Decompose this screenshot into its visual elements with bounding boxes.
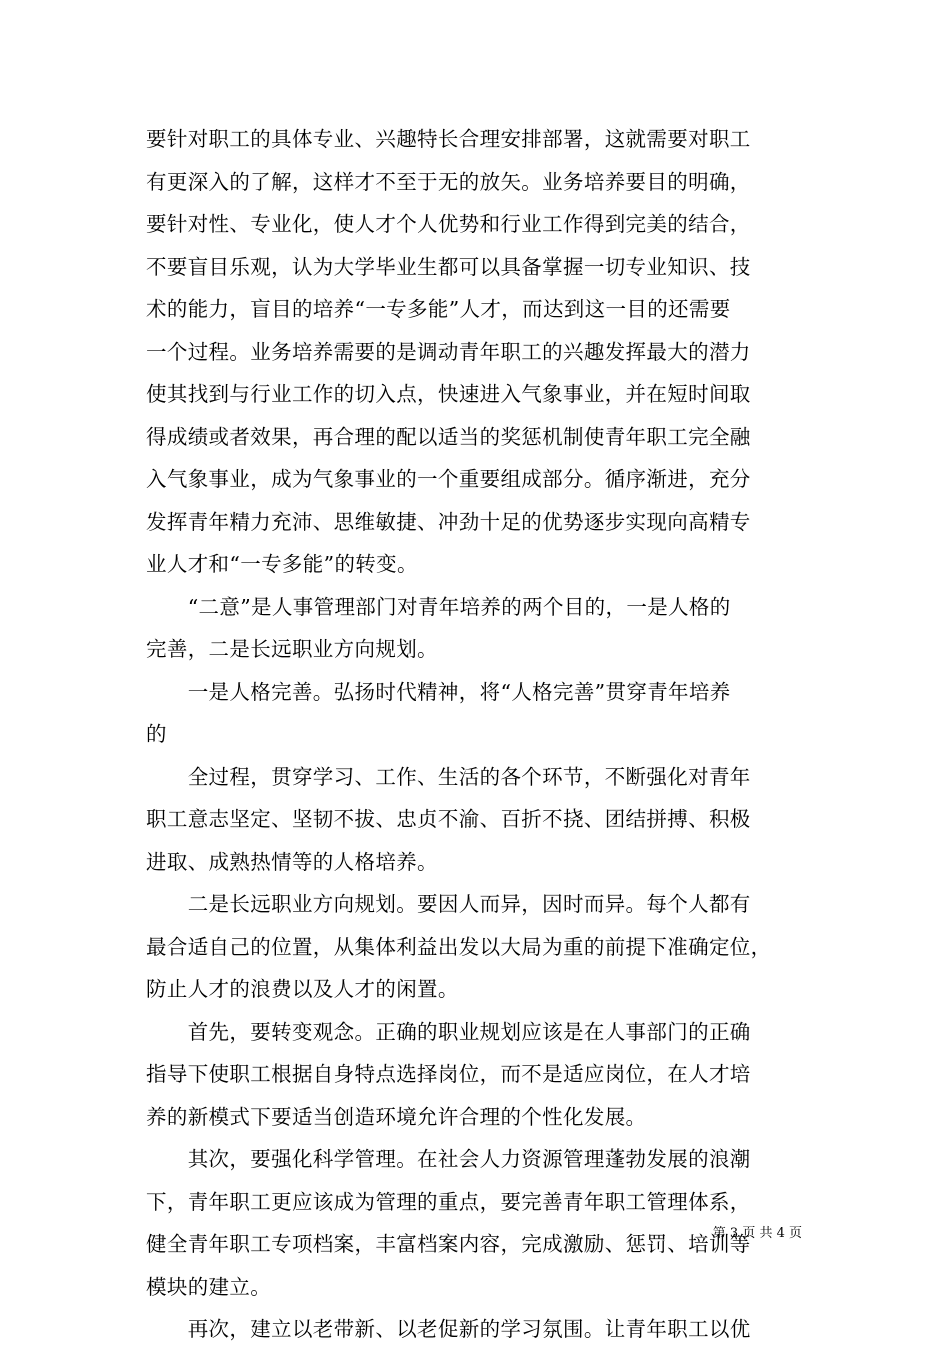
text-line-5: 术的能力，盲目的培养“一专多能”人才，而达到这一目的还需要 bbox=[146, 297, 731, 321]
text-line-22: 首先，要转变观念。正确的职业规划应该是在人事部门的正确 bbox=[146, 1019, 751, 1044]
body-text bbox=[146, 118, 822, 1351]
text-line-19: 二是长远职业方向规划。要因人而异，因时而异。每个人都有 bbox=[146, 892, 751, 916]
text-line-27: 健全青年职工专项档案，丰富档案内容，完成激励、惩罚、培训等 bbox=[146, 1232, 751, 1256]
text-line-26: 下，青年职工更应该成为管理的重点，要完善青年职工管理体系， bbox=[146, 1189, 751, 1214]
text-line-2: 有更深入的了解，这样才不至于无的放矢。业务培养要目的明确， bbox=[146, 169, 751, 194]
text-line-10: 发挥青年精力充沛、思维敏捷、冲劲十足的优势逐步实现向高精专 bbox=[146, 509, 751, 534]
text-line-17: 职工意志坚定、坚韧不拔、忠贞不渝、百折不挠、团结拼搏、积极 bbox=[146, 807, 751, 831]
text-line-28: 模块的建立。 bbox=[146, 1274, 272, 1299]
text-line-21: 防止人才的浪费以及人才的闲置。 bbox=[146, 977, 459, 1001]
page-number-footer: 第 3 页 共 4 页 bbox=[712, 1226, 802, 1241]
text-line-11: 业人才和“一专多能”的转变。 bbox=[146, 552, 418, 576]
text-line-1: 要针对职工的具体专业、兴趣特长合理安排部署，这就需要对职工 bbox=[146, 127, 751, 151]
text-line-23: 指导下使职工根据自身特点选择岗位，而不是适应岗位，在人才培 bbox=[146, 1062, 751, 1086]
text-line-15: 的 bbox=[146, 722, 167, 746]
text-line-9: 入气象事业，成为气象事业的一个重要组成部分。循序渐进，充分 bbox=[146, 467, 751, 491]
text-line-13: 完善，二是长远职业方向规划。 bbox=[146, 637, 438, 661]
text-line-7: 使其找到与行业工作的切入点，快速进入气象事业，并在短时间取 bbox=[146, 382, 751, 406]
text-line-14: 一是人格完善。弘扬时代精神，将“人格完善”贯穿青年培养 bbox=[146, 679, 731, 704]
text-line-20: 最合适自己的位置，从集体利益出发以大局为重的前提下准确定位， bbox=[146, 934, 772, 959]
text-line-24: 养的新模式下要适当创造环境允许合理的个性化发展。 bbox=[146, 1104, 647, 1129]
text-line-3: 要针对性、专业化，使人才个人优势和行业工作得到完美的结合， bbox=[146, 212, 751, 236]
text-line-8: 得成绩或者效果，再合理的配以适当的奖惩机制使青年职工完全融 bbox=[146, 424, 751, 449]
text-line-16: 全过程，贯穿学习、工作、生活的各个环节，不断强化对青年 bbox=[146, 764, 751, 789]
text-line-29: 再次，建立以老带新、以老促新的学习氛围。让青年职工以优 bbox=[146, 1317, 751, 1341]
text-line-12: “二意”是人事管理部门对青年培养的两个目的，一是人格的 bbox=[146, 594, 731, 619]
text-line-18: 进取、成熟热情等的人格培养。 bbox=[146, 849, 438, 874]
text-line-6: 一个过程。业务培养需要的是调动青年职工的兴趣发挥最大的潜力 bbox=[146, 339, 751, 364]
text-line-4: 不要盲目乐观，认为大学毕业生都可以具备掌握一切专业知识、技 bbox=[146, 254, 751, 279]
text-line-25: 其次，要强化科学管理。在社会人力资源管理蓬勃发展的浪潮 bbox=[146, 1147, 751, 1171]
